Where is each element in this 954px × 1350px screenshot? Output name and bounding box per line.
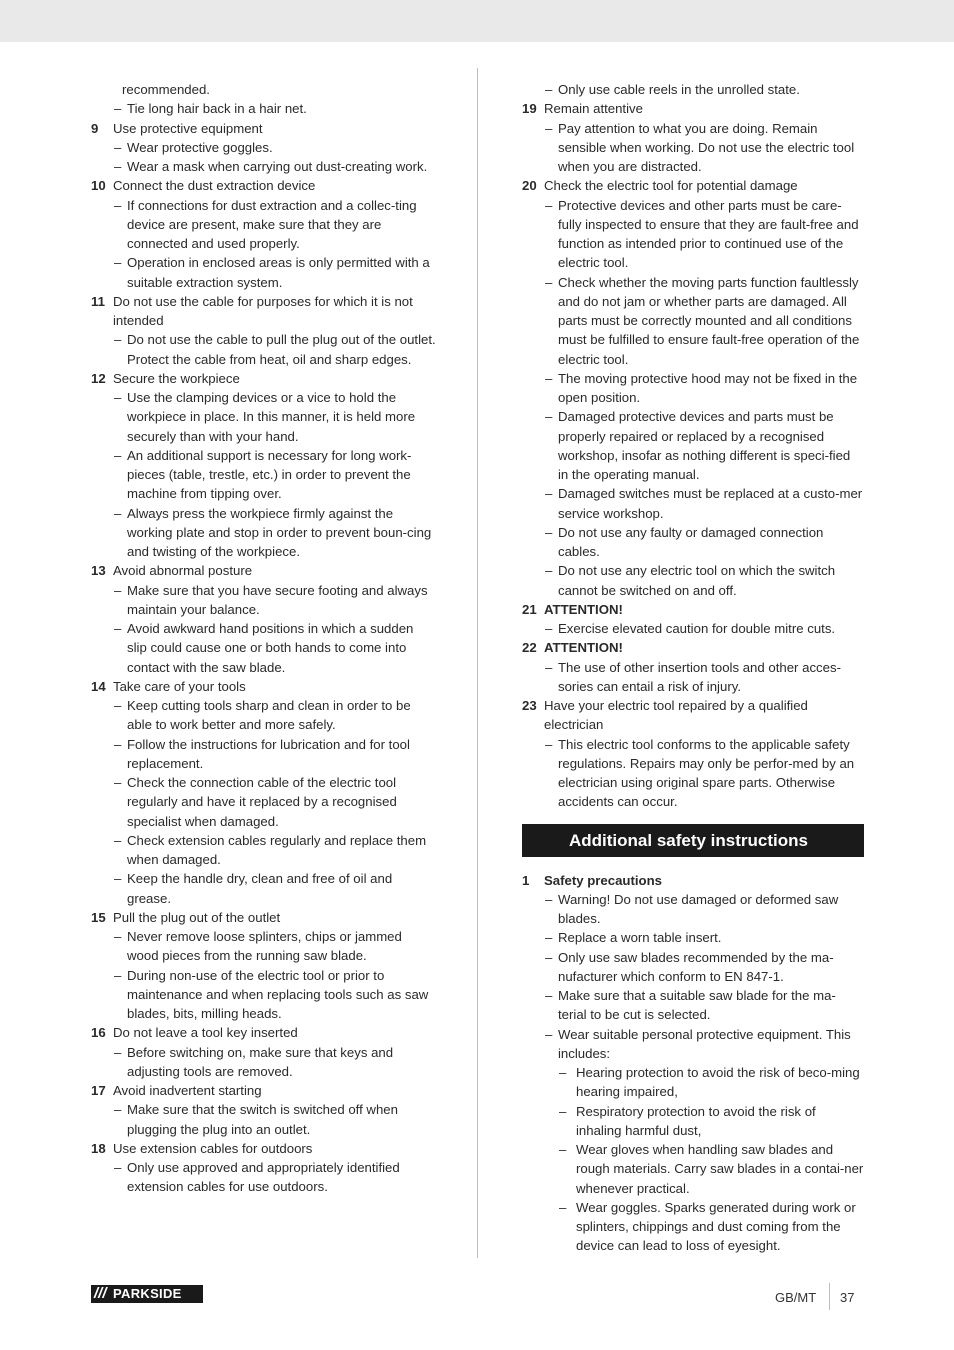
bullet-item bbox=[91, 446, 436, 504]
bullet-text: Hearing protection to avoid the risk of beco-ming hearing impaired, bbox=[576, 1065, 860, 1100]
dash-icon: – bbox=[114, 390, 122, 405]
bullet-text: Replace a worn table insert. bbox=[558, 930, 722, 946]
bullet-item bbox=[91, 619, 436, 677]
bullet-text: Do not use any electric tool on which the switch cannot be switched on and off. bbox=[558, 563, 836, 598]
bullet-text: Use the clamping devices or a vice to hold the workpiece in place. In this manner, it is held more securely than with your hand. bbox=[127, 390, 416, 444]
item-number: 1 bbox=[522, 872, 530, 888]
bullet-item bbox=[522, 735, 864, 812]
dash-icon: – bbox=[545, 891, 553, 907]
bullet-item bbox=[91, 196, 436, 254]
item-number: 9 bbox=[91, 120, 99, 136]
bullet-text: Keep the handle dry, clean and free of oil and grease. bbox=[127, 871, 393, 906]
item-text: Secure the workpiece bbox=[113, 370, 240, 386]
right-column bbox=[522, 80, 864, 1256]
item-text: ATTENTION! bbox=[544, 640, 623, 656]
dash-icon: – bbox=[114, 447, 122, 463]
bullet-item bbox=[522, 523, 864, 562]
dash-icon: – bbox=[114, 736, 122, 752]
dash-icon: – bbox=[545, 370, 553, 386]
dash-icon: – bbox=[545, 197, 553, 213]
dash-icon: – bbox=[559, 1142, 567, 1157]
item-text: Do not use the cable for purposes for which it is not intended bbox=[113, 293, 413, 328]
item-text: Safety precautions bbox=[544, 872, 662, 888]
item-text: Do not leave a tool key inserted bbox=[113, 1025, 298, 1041]
bullet-text: Operation in enclosed areas is only permitted with a suitable extraction system. bbox=[127, 255, 430, 290]
bullet-text: Exercise elevated caution for double mitre cuts. bbox=[558, 621, 836, 636]
dash-icon: – bbox=[114, 197, 122, 213]
bullet-item bbox=[522, 484, 864, 523]
dash-icon: – bbox=[545, 988, 553, 1003]
item-text: Have your electric tool repaired by a qualified electrician bbox=[544, 698, 808, 733]
item-number: 19 bbox=[522, 101, 537, 117]
item-number: 14 bbox=[91, 678, 106, 694]
left-column bbox=[91, 80, 436, 1197]
bullet-text: Check extension cables regularly and replace them when damaged. bbox=[127, 832, 427, 867]
bullet-item bbox=[522, 1102, 864, 1141]
dash-icon: – bbox=[559, 1065, 567, 1080]
item-number: 16 bbox=[91, 1025, 106, 1041]
list-item bbox=[522, 176, 864, 195]
dash-icon: – bbox=[114, 1160, 122, 1175]
bullet-text: Wear gloves when handling saw blades and rough materials. Carry saw blades in a contai-ner whenever practical. bbox=[576, 1142, 864, 1196]
dash-icon: – bbox=[545, 1026, 553, 1042]
header-bar bbox=[0, 0, 954, 42]
bullet-text: Only use cable reels in the unrolled state. bbox=[558, 82, 800, 97]
bullet-text: Tie long hair back in a hair net. bbox=[127, 101, 307, 117]
bullet-text: Only use saw blades recommended by the ma-nufacturer which conform to EN 847-1. bbox=[558, 949, 834, 984]
bullet-item bbox=[522, 273, 864, 369]
item-number: 23 bbox=[522, 698, 537, 713]
dash-icon: – bbox=[114, 1044, 122, 1060]
bullet-item bbox=[91, 869, 436, 908]
item-number: 21 bbox=[522, 601, 537, 617]
bullet-item bbox=[522, 619, 864, 638]
section-heading: Additional safety instructions bbox=[522, 824, 864, 857]
dash-icon: – bbox=[545, 563, 553, 579]
bullet-item bbox=[91, 330, 436, 369]
item-number: 20 bbox=[522, 178, 537, 194]
bullet-text: Make sure that a suitable saw blade for the ma-terial to be cut is selected. bbox=[558, 988, 836, 1023]
dash-icon: – bbox=[545, 949, 553, 965]
dash-icon: – bbox=[545, 486, 553, 502]
column-divider bbox=[477, 68, 478, 1258]
region-code: GB/MT bbox=[775, 1290, 817, 1305]
bullet-item bbox=[91, 927, 436, 966]
list-item bbox=[91, 176, 436, 195]
dash-icon: – bbox=[114, 775, 122, 790]
dash-icon: – bbox=[559, 1199, 567, 1215]
bullet-item bbox=[522, 1025, 864, 1064]
bullet-text: Damaged switches must be replaced at a custo-mer service workshop. bbox=[558, 486, 863, 521]
dash-icon: – bbox=[545, 736, 553, 752]
item-text: ATTENTION! bbox=[544, 601, 623, 617]
bullet-item bbox=[522, 119, 864, 177]
list-item bbox=[91, 908, 436, 927]
bullet-text: Always press the workpiece firmly against the working plate and stop in order to prevent boun-cing and twisting of the workpiece. bbox=[127, 505, 432, 559]
dash-icon: – bbox=[114, 582, 122, 598]
item-text: Avoid inadvertent starting bbox=[113, 1083, 262, 1098]
bullet-text: Wear a mask when carrying out dust-creating work. bbox=[127, 159, 428, 174]
list-item bbox=[522, 696, 864, 735]
bullet-text: Wear suitable personal protective equipment. This includes: bbox=[558, 1026, 851, 1061]
item-number: 15 bbox=[91, 909, 106, 925]
bullet-item bbox=[522, 561, 864, 600]
dash-icon: – bbox=[559, 1103, 567, 1119]
dash-icon: – bbox=[114, 332, 122, 348]
bullet-text: Wear goggles. Sparks generated during work or splinters, chippings and dust coming from the device can lead to loss of eyesight. bbox=[576, 1199, 856, 1254]
item-text: Take care of your tools bbox=[113, 678, 246, 694]
bullet-item bbox=[91, 99, 436, 118]
bullet-item bbox=[91, 1043, 436, 1082]
bullet-item bbox=[522, 1140, 864, 1198]
list-item bbox=[91, 369, 436, 388]
item-text: Use extension cables for outdoors bbox=[113, 1140, 313, 1156]
dash-icon: – bbox=[114, 255, 122, 271]
bullet-text: This electric tool conforms to the applicable safety regulations. Repairs may only be perfor-med by an electrician using original spare parts. Otherwise accidents can occur. bbox=[558, 736, 855, 810]
dash-icon: – bbox=[545, 409, 553, 425]
bullet-item bbox=[91, 696, 436, 735]
list-item bbox=[91, 1081, 436, 1100]
bullet-text: The moving protective hood may not be fixed in the open position. bbox=[558, 370, 858, 405]
item-number: 17 bbox=[91, 1083, 106, 1098]
item-text: Use protective equipment bbox=[113, 120, 263, 136]
bullet-item bbox=[522, 369, 864, 408]
bullet-item bbox=[91, 1158, 436, 1197]
dash-icon: – bbox=[545, 621, 553, 636]
dash-icon: – bbox=[545, 659, 553, 675]
bullet-text: Check the connection cable of the electric tool regularly and have it replaced by a recognised specialist when damaged. bbox=[127, 775, 397, 829]
bullet-item bbox=[91, 138, 436, 157]
bullet-item bbox=[91, 581, 436, 620]
list-item bbox=[522, 871, 864, 890]
bullet-text: Wear protective goggles. bbox=[127, 139, 273, 155]
page-number: 37 bbox=[840, 1290, 855, 1305]
bullet-item bbox=[91, 831, 436, 870]
bullet-item bbox=[91, 966, 436, 1024]
parkside-logo bbox=[91, 1285, 203, 1303]
bullet-text: Keep cutting tools sharp and clean in order to be able to work better and more safely. bbox=[127, 698, 411, 733]
bullet-item bbox=[522, 986, 864, 1025]
list-item bbox=[91, 1139, 436, 1158]
bullet-text: Follow the instructions for lubrication and for tool replacement. bbox=[127, 736, 410, 771]
bullet-item bbox=[91, 735, 436, 774]
dash-icon: – bbox=[114, 967, 122, 983]
item-number: 18 bbox=[91, 1140, 106, 1156]
dash-icon: – bbox=[114, 159, 122, 174]
bullet-text: Never remove loose splinters, chips or jammed wood pieces from the running saw blade. bbox=[127, 929, 402, 964]
bullet-text: Protective devices and other parts must be care-fully inspected to ensure that they are fault-free and function as intended prior to continued use of the electric tool. bbox=[558, 197, 859, 271]
list-item bbox=[522, 600, 864, 619]
bullet-item bbox=[91, 388, 436, 446]
bullet-item bbox=[91, 253, 436, 292]
bullet-item bbox=[522, 1198, 864, 1256]
dash-icon: – bbox=[114, 698, 122, 713]
bullet-text: Check whether the moving parts function faultlessly and do not jam or whether parts are damaged. All parts must be correctly mounted and all conditions must be fulfilled to ensure fault-free operation of the electric tool. bbox=[558, 274, 860, 367]
item-text: Remain attentive bbox=[544, 101, 643, 117]
item-text: Check the electric tool for potential damage bbox=[544, 178, 798, 194]
bullet-text: An additional support is necessary for long work-pieces (table, trestle, etc.) in order to prevent the machine from tipping over. bbox=[127, 447, 412, 502]
list-item bbox=[91, 119, 436, 138]
continuation-text: recommended. bbox=[122, 82, 210, 97]
bullet-item bbox=[522, 407, 864, 484]
bullet-item bbox=[522, 928, 864, 947]
list-item bbox=[91, 292, 436, 331]
bullet-text: Only use approved and appropriately identified extension cables for use outdoors. bbox=[127, 1160, 400, 1195]
item-number: 10 bbox=[91, 178, 106, 194]
item-text: Avoid abnormal posture bbox=[113, 563, 253, 579]
bullet-item bbox=[522, 890, 864, 929]
list-item bbox=[91, 1023, 436, 1042]
bullet-item bbox=[91, 504, 436, 562]
dash-icon: – bbox=[545, 930, 553, 946]
dash-icon: – bbox=[114, 505, 122, 521]
bullet-text: Do not use any faulty or damaged connection cables. bbox=[558, 524, 824, 559]
dash-icon: – bbox=[545, 524, 553, 540]
item-text: Connect the dust extraction device bbox=[113, 178, 316, 194]
item-text: Pull the plug out of the outlet bbox=[113, 909, 281, 925]
dash-icon: – bbox=[114, 929, 122, 944]
item-number: 13 bbox=[91, 563, 106, 579]
bullet-text: The use of other insertion tools and other acces-sories can entail a risk of injury. bbox=[558, 659, 841, 694]
footer-divider bbox=[829, 1283, 830, 1310]
bullet-text: Do not use the cable to pull the plug out of the outlet. Protect the cable from heat, oil and sharp edges. bbox=[127, 332, 436, 367]
bullet-text: Warning! Do not use damaged or deformed saw blades. bbox=[558, 891, 839, 926]
bullet-text: If connections for dust extraction and a collec-ting device are present, make sure that they are connected and used properly. bbox=[127, 197, 417, 251]
bullet-text: Before switching on, make sure that keys and adjusting tools are removed. bbox=[127, 1044, 394, 1079]
dash-icon: – bbox=[114, 1102, 122, 1118]
bullet-item bbox=[91, 157, 436, 176]
list-item bbox=[91, 561, 436, 580]
bullet-item bbox=[91, 1100, 436, 1139]
dash-icon: – bbox=[114, 871, 122, 887]
list-item bbox=[522, 99, 864, 118]
item-number: 12 bbox=[91, 370, 106, 386]
dash-icon: – bbox=[114, 832, 122, 848]
item-number: 11 bbox=[91, 293, 105, 309]
bullet-text: During non-use of the electric tool or prior to maintenance and when replacing tools such as saw blades, bits, milling heads. bbox=[127, 967, 429, 1021]
list-item bbox=[91, 677, 436, 696]
list-item bbox=[522, 638, 864, 657]
bullet-item bbox=[522, 948, 864, 987]
item-number: 22 bbox=[522, 640, 537, 656]
dash-icon: – bbox=[114, 139, 122, 155]
bullet-text: Make sure that you have secure footing and always maintain your balance. bbox=[127, 582, 428, 617]
bullet-text: Avoid awkward hand positions in which a sudden slip could cause one or both hands to come into contact with the saw blade. bbox=[127, 621, 414, 675]
dash-icon: – bbox=[114, 101, 122, 117]
bullet-item bbox=[522, 80, 864, 99]
logo-text: PARKSIDE bbox=[113, 1286, 182, 1301]
dash-icon: – bbox=[545, 274, 553, 290]
bullet-item bbox=[522, 1063, 864, 1102]
bullet-text: Pay attention to what you are doing. Remain sensible when working. Do not use the electric tool when you are distracted. bbox=[558, 120, 855, 174]
dash-icon: – bbox=[545, 82, 553, 97]
bullet-item bbox=[522, 658, 864, 697]
dash-icon: – bbox=[545, 120, 553, 136]
bullet-text: Make sure that the switch is switched off when plugging the plug into an outlet. bbox=[127, 1102, 398, 1137]
dash-icon: – bbox=[114, 621, 122, 636]
bullet-text: Respiratory protection to avoid the risk of inhaling harmful dust, bbox=[576, 1103, 816, 1138]
bullet-item bbox=[91, 773, 436, 831]
bullet-text: Damaged protective devices and parts must be properly repaired or replaced by a recognised workshop, insofar as nothing different is speci-fied in the operating manual. bbox=[558, 409, 851, 482]
logo-slashes-icon: /// bbox=[94, 1285, 107, 1302]
bullet-item bbox=[522, 196, 864, 273]
